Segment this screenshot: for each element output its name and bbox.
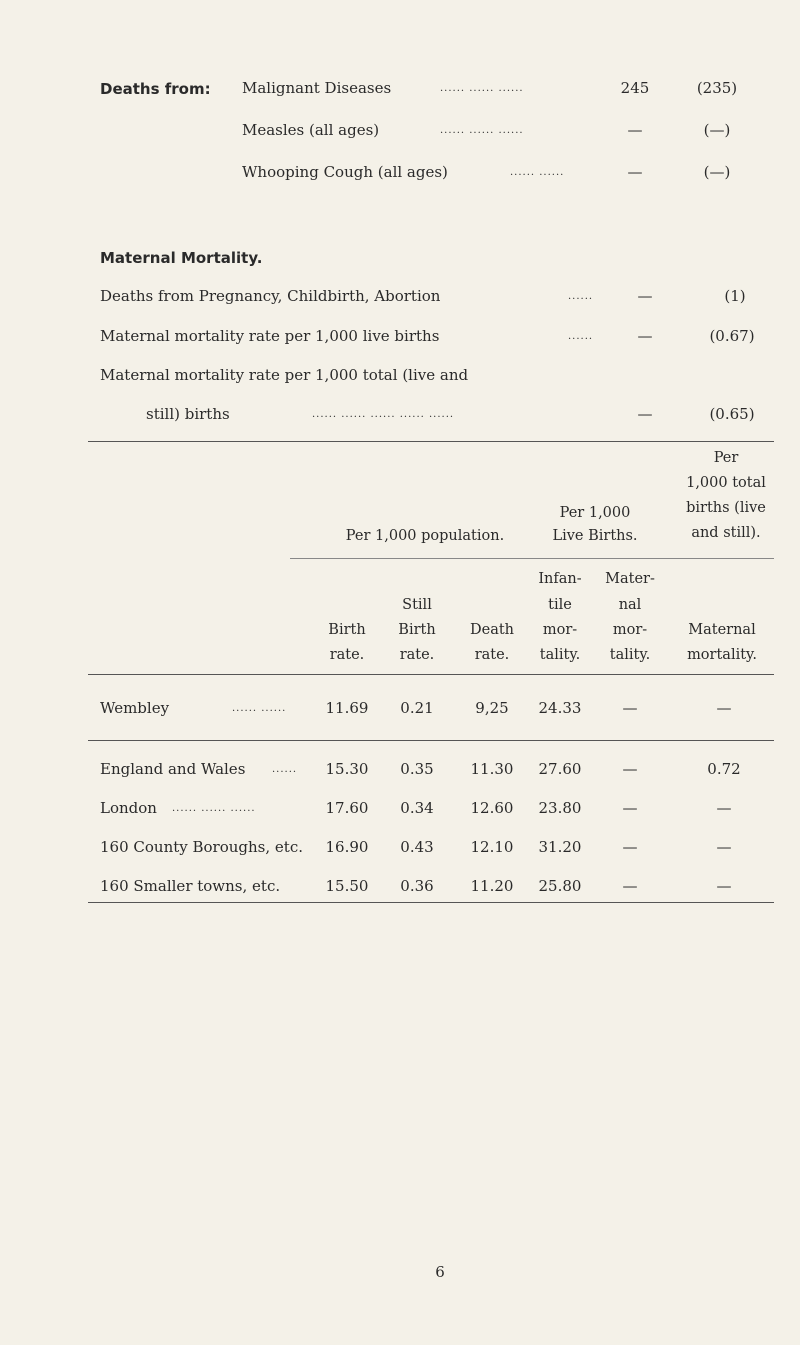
deaths-from-label: Deaths from: <box>100 80 211 98</box>
column-header-line: Birth <box>328 622 366 638</box>
column-header-line: Mater- <box>605 571 655 587</box>
current-value: 245 <box>620 79 650 97</box>
header-divider-rule <box>290 558 774 559</box>
still-birth-rate-value: 0.35 <box>400 760 434 778</box>
death-rate-value: 11.20 <box>470 877 514 895</box>
column-header-line: Death <box>469 622 515 638</box>
column-header-line: rate. <box>474 647 510 663</box>
leader-dots: ...... ...... ...... <box>440 83 524 94</box>
column-header-line: mor- <box>542 622 578 638</box>
row-name: Whooping Cough (all ages) <box>242 163 448 181</box>
previous-value: (235) <box>696 79 738 97</box>
birth-rate-value: 16.90 <box>325 838 369 856</box>
row-name: Malignant Diseases <box>242 79 392 97</box>
infantile-mortality-value: 24.33 <box>538 699 582 717</box>
leader-dots: ...... <box>568 291 594 302</box>
leader-dots: ...... ...... <box>232 703 287 714</box>
death-rate-value: 12.60 <box>470 799 514 817</box>
column-header-line: mortality. <box>687 647 757 663</box>
birth-rate-value: 15.30 <box>325 760 369 778</box>
column-header-line: mor- <box>612 622 648 638</box>
group-header-live-births-line1: Per 1,000 <box>559 505 631 521</box>
column-header-line: tality. <box>609 647 651 663</box>
maternal-mortality-live-value: — <box>622 838 638 856</box>
column-header-line: nal <box>618 597 642 613</box>
maternal-mortality-total-value: 0.72 <box>707 760 741 778</box>
leader-dots: ...... <box>568 331 594 342</box>
birth-rate-value: 15.50 <box>325 877 369 895</box>
birth-rate-value: 17.60 <box>325 799 369 817</box>
maternal-mortality-live-value: — <box>622 760 638 778</box>
group-header-total-births-line3: births (live <box>686 500 766 516</box>
table-bottom-rule <box>88 902 774 903</box>
leader-dots: ...... <box>272 764 298 775</box>
infantile-mortality-value: 27.60 <box>538 760 582 778</box>
maternal-heading: Maternal Mortality. <box>100 249 263 267</box>
group-header-total-births-line1: Per <box>713 450 739 466</box>
death-rate-value: 12.10 <box>470 838 514 856</box>
leader-dots: ...... ...... ...... ...... ...... <box>312 409 455 420</box>
current-value: — <box>627 121 643 139</box>
column-header-line: Birth <box>398 622 436 638</box>
column-header-line: Still <box>402 597 432 613</box>
maternal-mortality-live-value: — <box>622 877 638 895</box>
death-rate-value: 9,25 <box>475 699 509 717</box>
row-name: 160 County Boroughs, etc. <box>100 838 303 856</box>
row-name: England and Wales <box>100 760 246 778</box>
still-birth-rate-value: 0.43 <box>400 838 434 856</box>
maternal-mortality-live-value: — <box>622 799 638 817</box>
leader-dots: ...... ...... <box>510 167 565 178</box>
maternal-mortality-live-value: — <box>622 699 638 717</box>
column-header-line: rate. <box>399 647 435 663</box>
group-header-total-births-line4: and still). <box>691 525 761 541</box>
group-header-live-births-line2: Live Births. <box>552 528 638 544</box>
previous-value: (—) <box>703 121 731 139</box>
death-rate-value: 11.30 <box>470 760 514 778</box>
infantile-mortality-value: 25.80 <box>538 877 582 895</box>
column-header-line: Maternal <box>688 622 756 638</box>
previous-value: (—) <box>703 163 731 181</box>
row-name: Maternal mortality rate per 1,000 live births <box>100 327 440 345</box>
infantile-mortality-value: 23.80 <box>538 799 582 817</box>
wembley-bottom-rule <box>88 740 774 741</box>
current-value: — <box>637 287 653 305</box>
column-header-line: Infan- <box>538 571 582 587</box>
current-value: — <box>627 163 643 181</box>
leader-dots: ...... ...... ...... <box>440 125 524 136</box>
maternal-mortality-total-value: — <box>716 838 732 856</box>
still-birth-rate-value: 0.36 <box>400 877 434 895</box>
leader-dots: ...... ...... ...... <box>172 803 256 814</box>
current-value: — <box>637 327 653 345</box>
row-name: Wembley <box>100 699 170 717</box>
row-name: London <box>100 799 157 817</box>
current-value: — <box>637 405 653 423</box>
row-name: Measles (all ages) <box>242 121 380 139</box>
previous-value: (0.65) <box>709 405 755 423</box>
previous-value: (1) <box>724 287 746 305</box>
row-name: Maternal mortality rate per 1,000 total (live and <box>100 366 469 384</box>
maternal-mortality-total-value: — <box>716 799 732 817</box>
table-top-rule <box>88 441 774 442</box>
row-name: 160 Smaller towns, etc. <box>100 877 281 895</box>
maternal-mortality-total-value: — <box>716 877 732 895</box>
still-birth-rate-value: 0.34 <box>400 799 434 817</box>
column-header-line: rate. <box>329 647 365 663</box>
group-header-total-births-line2: 1,000 total <box>686 475 766 491</box>
row-name: still) births <box>146 405 230 423</box>
group-header-population: Per 1,000 population. <box>345 528 505 544</box>
maternal-mortality-total-value: — <box>716 699 732 717</box>
infantile-mortality-value: 31.20 <box>538 838 582 856</box>
column-header-line: tality. <box>539 647 581 663</box>
header-bottom-rule <box>88 674 774 675</box>
still-birth-rate-value: 0.21 <box>400 699 434 717</box>
previous-value: (0.67) <box>709 327 755 345</box>
birth-rate-value: 11.69 <box>325 699 369 717</box>
page-number: 6 <box>435 1263 445 1281</box>
column-header-line: tile <box>548 597 572 613</box>
row-name: Deaths from Pregnancy, Childbirth, Abortion <box>100 287 441 305</box>
